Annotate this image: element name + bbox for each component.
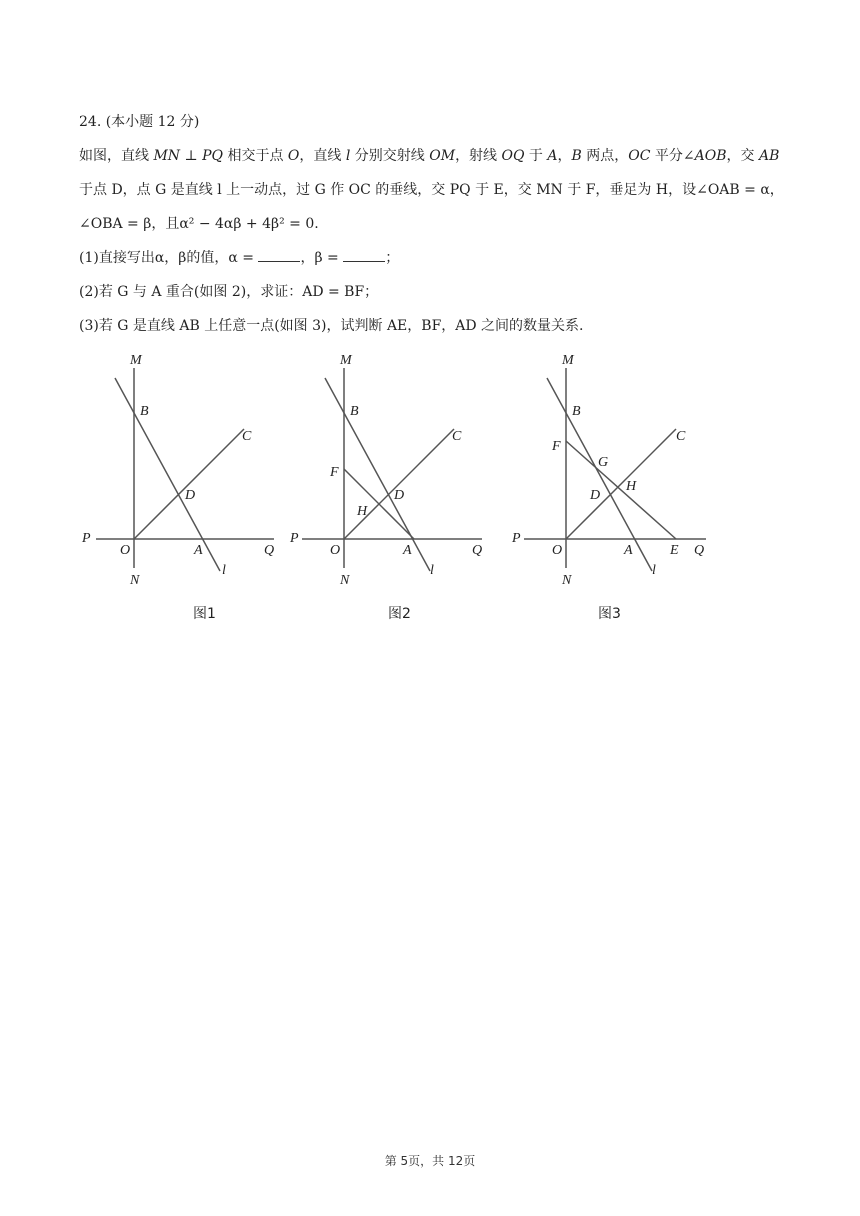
answer-blank-alpha bbox=[258, 249, 300, 262]
question-3: (3)若 G 是直线 AB 上任意一点(如图 3)，试判断 AE，BF，AD 之间的数量关系. bbox=[79, 318, 584, 334]
label-A: A bbox=[403, 543, 412, 558]
line-l bbox=[115, 378, 220, 571]
figures-group bbox=[78, 350, 728, 630]
figure-3 bbox=[524, 368, 706, 571]
page-footer: 第 5页，共 12页 bbox=[384, 1154, 476, 1168]
label-B: B bbox=[572, 404, 581, 419]
problem-stem-line-2: 于点 D，点 G 是直线 l 上一动点，过 G 作 OC 的垂线，交 PQ 于 E，交 MN 于 F，垂足为 H，设∠OAB = α， bbox=[79, 182, 784, 198]
line-FE bbox=[566, 441, 676, 539]
label-Q: Q bbox=[472, 543, 483, 558]
label-H: H bbox=[626, 479, 637, 494]
label-A: A bbox=[194, 543, 203, 558]
problem-stem-line-3: ∠OBA = β，且α² − 4αβ + 4β² = 0. bbox=[79, 216, 319, 232]
label-B: B bbox=[140, 404, 149, 419]
label-C: C bbox=[676, 429, 686, 444]
figure-1-caption: 图1 bbox=[193, 606, 216, 622]
problem-stem-line-1: 如图，直线 MN ⊥ PQ 相交于点 O，直线 l 分别交射线 OM，射线 OQ 于 A，B 两点，OC 平分∠AOB，交 AB bbox=[79, 148, 780, 164]
label-F: F bbox=[552, 439, 561, 454]
ray-OC bbox=[134, 429, 244, 539]
label-B: B bbox=[350, 404, 359, 419]
label-Q: Q bbox=[694, 543, 705, 558]
label-P: P bbox=[290, 531, 299, 546]
label-A: A bbox=[624, 543, 633, 558]
label-F: F bbox=[330, 465, 339, 480]
question-2: (2)若 G 与 A 重合(如图 2)，求证：AD = BF； bbox=[79, 284, 379, 300]
question-1: (1)直接写出α，β的值，α = ，β = ； bbox=[79, 250, 400, 266]
label-l: l bbox=[222, 563, 226, 578]
label-N: N bbox=[340, 573, 350, 588]
label-E: E bbox=[670, 543, 679, 558]
label-P: P bbox=[512, 531, 521, 546]
ray-OC bbox=[344, 429, 454, 539]
label-Q: Q bbox=[264, 543, 275, 558]
label-H: H bbox=[357, 504, 368, 519]
label-M: M bbox=[130, 353, 142, 368]
figure-2 bbox=[302, 368, 482, 571]
figure-3-caption: 图3 bbox=[598, 606, 621, 622]
label-M: M bbox=[340, 353, 352, 368]
label-O: O bbox=[552, 543, 563, 558]
label-D: D bbox=[185, 488, 196, 503]
label-D: D bbox=[590, 488, 601, 503]
label-N: N bbox=[562, 573, 572, 588]
problem-header: 24. (本小题 12 分) bbox=[79, 114, 200, 130]
figure-1 bbox=[96, 368, 274, 571]
answer-blank-beta bbox=[343, 249, 385, 262]
label-D: D bbox=[394, 488, 405, 503]
line-l bbox=[547, 378, 652, 571]
ray-OC bbox=[566, 429, 676, 539]
label-M: M bbox=[562, 353, 574, 368]
label-N: N bbox=[130, 573, 140, 588]
line-l bbox=[325, 378, 430, 571]
label-P: P bbox=[82, 531, 91, 546]
label-O: O bbox=[330, 543, 341, 558]
label-G: G bbox=[598, 455, 609, 470]
label-O: O bbox=[120, 543, 131, 558]
label-l: l bbox=[652, 563, 656, 578]
label-C: C bbox=[242, 429, 252, 444]
label-C: C bbox=[452, 429, 462, 444]
label-l: l bbox=[430, 563, 434, 578]
figure-2-caption: 图2 bbox=[388, 606, 411, 622]
